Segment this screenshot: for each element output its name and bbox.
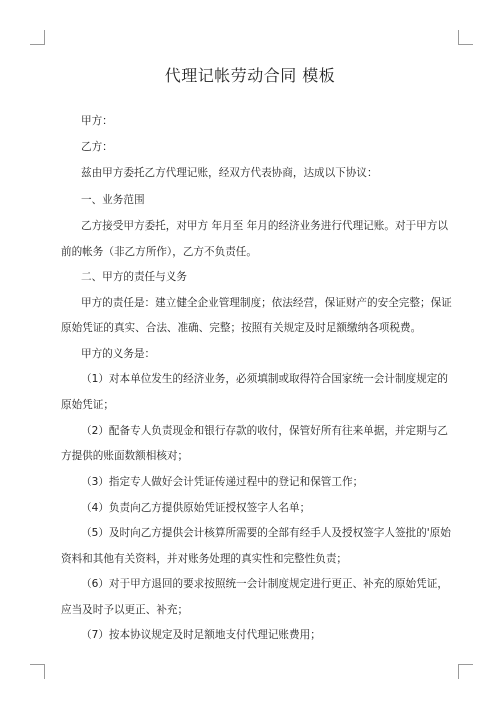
paragraph-line: 甲方的义务是： — [81, 348, 156, 360]
list-item-line: （4）负责向乙方提供原始凭证授权签字人名单； — [81, 502, 311, 514]
crop-mark-bottom-right — [458, 664, 473, 679]
party-a-line: 甲方： — [81, 115, 113, 127]
list-item-line: （7）按本协议规定及时足额地支付代理记账费用； — [81, 629, 321, 641]
list-item-line: 资料和其他有关资料，并对账务处理的真实性和完整性负责； — [61, 553, 348, 565]
paragraph-line: 前的帐务（非乙方所作），乙方不负责任。 — [61, 246, 257, 258]
section-1-heading: 一、业务范围 — [81, 194, 145, 206]
list-item-line: 方提供的账面数额相核对； — [61, 450, 189, 462]
paragraph-line: 乙方接受甲方委托，对甲方 年月至 年月的经济业务进行代理记账。对于甲方以 — [81, 220, 448, 232]
party-b-line: 乙方： — [81, 141, 113, 153]
document-title: 代理记帐劳动合同 模板 — [164, 66, 336, 85]
list-item-line: （1）对本单位发生的经济业务，必须填制或取得符合国家统一会计制度规定的 — [81, 373, 448, 385]
list-item-line: （6）对于甲方退回的要求按照统一会计制度规定进行更正、补充的原始凭证， — [81, 578, 448, 590]
list-item-line: （2）配备专人负责现金和银行存款的收付，保管好所有往来单据，并定期与乙 — [81, 425, 448, 437]
crop-mark-top-left — [30, 30, 45, 45]
preamble-line: 兹由甲方委托乙方代理记账，经双方代表协商，达成以下协议： — [81, 167, 378, 179]
list-item-line: （3）指定专人做好会计凭证传递过程中的登记和保管工作； — [81, 476, 364, 488]
crop-mark-bottom-left — [30, 664, 45, 679]
paragraph-line: 原始凭证的真实、合法、准确、完整；按照有关规定及时足额缴纳各项税费。 — [61, 322, 422, 334]
crop-mark-top-right — [458, 30, 473, 45]
list-item-line: （5）及时向乙方提供会计核算所需要的全部有经手人及授权签字人签批的'原始 — [81, 527, 451, 539]
list-item-line: 原始凭证； — [61, 399, 114, 411]
list-item-line: 应当及时予以更正、补充； — [61, 604, 189, 616]
section-2-heading: 二、甲方的责任与义务 — [81, 271, 187, 283]
paragraph-line: 甲方的责任是：建立健全企业管理制度；依法经营，保证财产的安全完整；保证 — [81, 297, 452, 309]
